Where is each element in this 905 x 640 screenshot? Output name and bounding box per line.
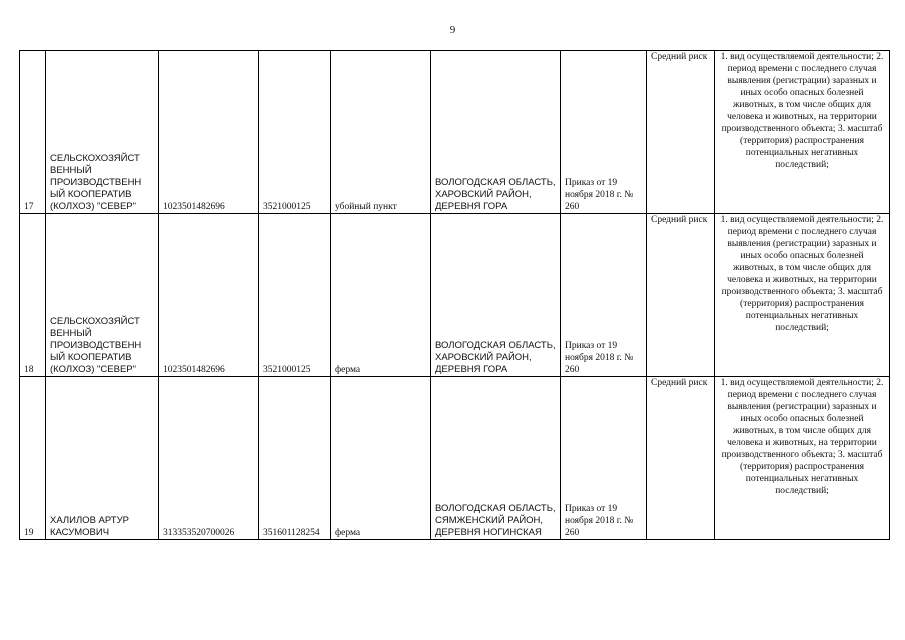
row-number: 17 xyxy=(20,51,46,214)
table-row xyxy=(20,214,890,377)
risk-cell: Средний риск xyxy=(647,214,715,377)
row-number: 19 xyxy=(20,377,46,540)
table-row xyxy=(20,51,890,214)
inn-cell: 3521000125 xyxy=(259,214,331,377)
organization-name: СЕЛЬСКОХОЗЯЙСТ ВЕННЫЙ ПРОИЗВОДСТВЕНН ЫЙ КООПЕРАТИВ (КОЛХОЗ) "СЕВЕР" xyxy=(46,51,159,214)
page-number: 9 xyxy=(449,24,456,36)
address-cell: ВОЛОГОДСКАЯ ОБЛАСТЬ, СЯМЖЕНСКИЙ РАЙОН, ДЕРЕВНЯ НОГИНСКАЯ xyxy=(431,377,561,540)
object-type-cell: убойный пункт xyxy=(331,51,431,214)
object-type-cell: ферма xyxy=(331,214,431,377)
organization-name: СЕЛЬСКОХОЗЯЙСТ ВЕННЫЙ ПРОИЗВОДСТВЕНН ЫЙ КООПЕРАТИВ (КОЛХОЗ) "СЕВЕР" xyxy=(46,214,159,377)
ogrn-cell: 1023501482696 xyxy=(159,51,259,214)
criteria-cell: 1. вид осуществляемой деятельности; 2. период времени с последнего случая выявления (регистрации) заразных и иных особо опасных болезней животных, в том числе общих для человека и животных, на территории производственного объекта; 3. масштаб (территория) распространения потенциальных негативных последствий; xyxy=(715,377,890,540)
row-number: 18 xyxy=(20,214,46,377)
inn-cell: 3521000125 xyxy=(259,51,331,214)
object-type-cell: ферма xyxy=(331,377,431,540)
risk-cell: Средний риск xyxy=(647,377,715,540)
criteria-cell: 1. вид осуществляемой деятельности; 2. период времени с последнего случая выявления (регистрации) заразных и иных особо опасных болезней животных, в том числе общих для человека и животных, на территории производственного объекта; 3. масштаб (территория) распространения потенциальных негативных последствий; xyxy=(715,214,890,377)
organization-name: ХАЛИЛОВ АРТУР КАСУМОВИЧ xyxy=(46,377,159,540)
address-cell: ВОЛОГОДСКАЯ ОБЛАСТЬ, ХАРОВСКИЙ РАЙОН, ДЕРЕВНЯ ГОРА xyxy=(431,214,561,377)
ogrn-cell: 313353520700026 xyxy=(159,377,259,540)
criteria-cell: 1. вид осуществляемой деятельности; 2. период времени с последнего случая выявления (регистрации) заразных и иных особо опасных болезней животных, в том числе общих для человека и животных, на территории производственного объекта; 3. масштаб (территория) распространения потенциальных негативных последствий; xyxy=(715,51,890,214)
inn-cell: 351601128254 xyxy=(259,377,331,540)
risk-cell: Средний риск xyxy=(647,51,715,214)
registry-table xyxy=(19,50,890,540)
ogrn-cell: 1023501482696 xyxy=(159,214,259,377)
address-cell: ВОЛОГОДСКАЯ ОБЛАСТЬ, ХАРОВСКИЙ РАЙОН, ДЕРЕВНЯ ГОРА xyxy=(431,51,561,214)
order-cell: Приказ от 19 ноября 2018 г. № 260 xyxy=(561,51,647,214)
order-cell: Приказ от 19 ноября 2018 г. № 260 xyxy=(561,214,647,377)
table-row xyxy=(20,377,890,540)
order-cell: Приказ от 19 ноября 2018 г. № 260 xyxy=(561,377,647,540)
